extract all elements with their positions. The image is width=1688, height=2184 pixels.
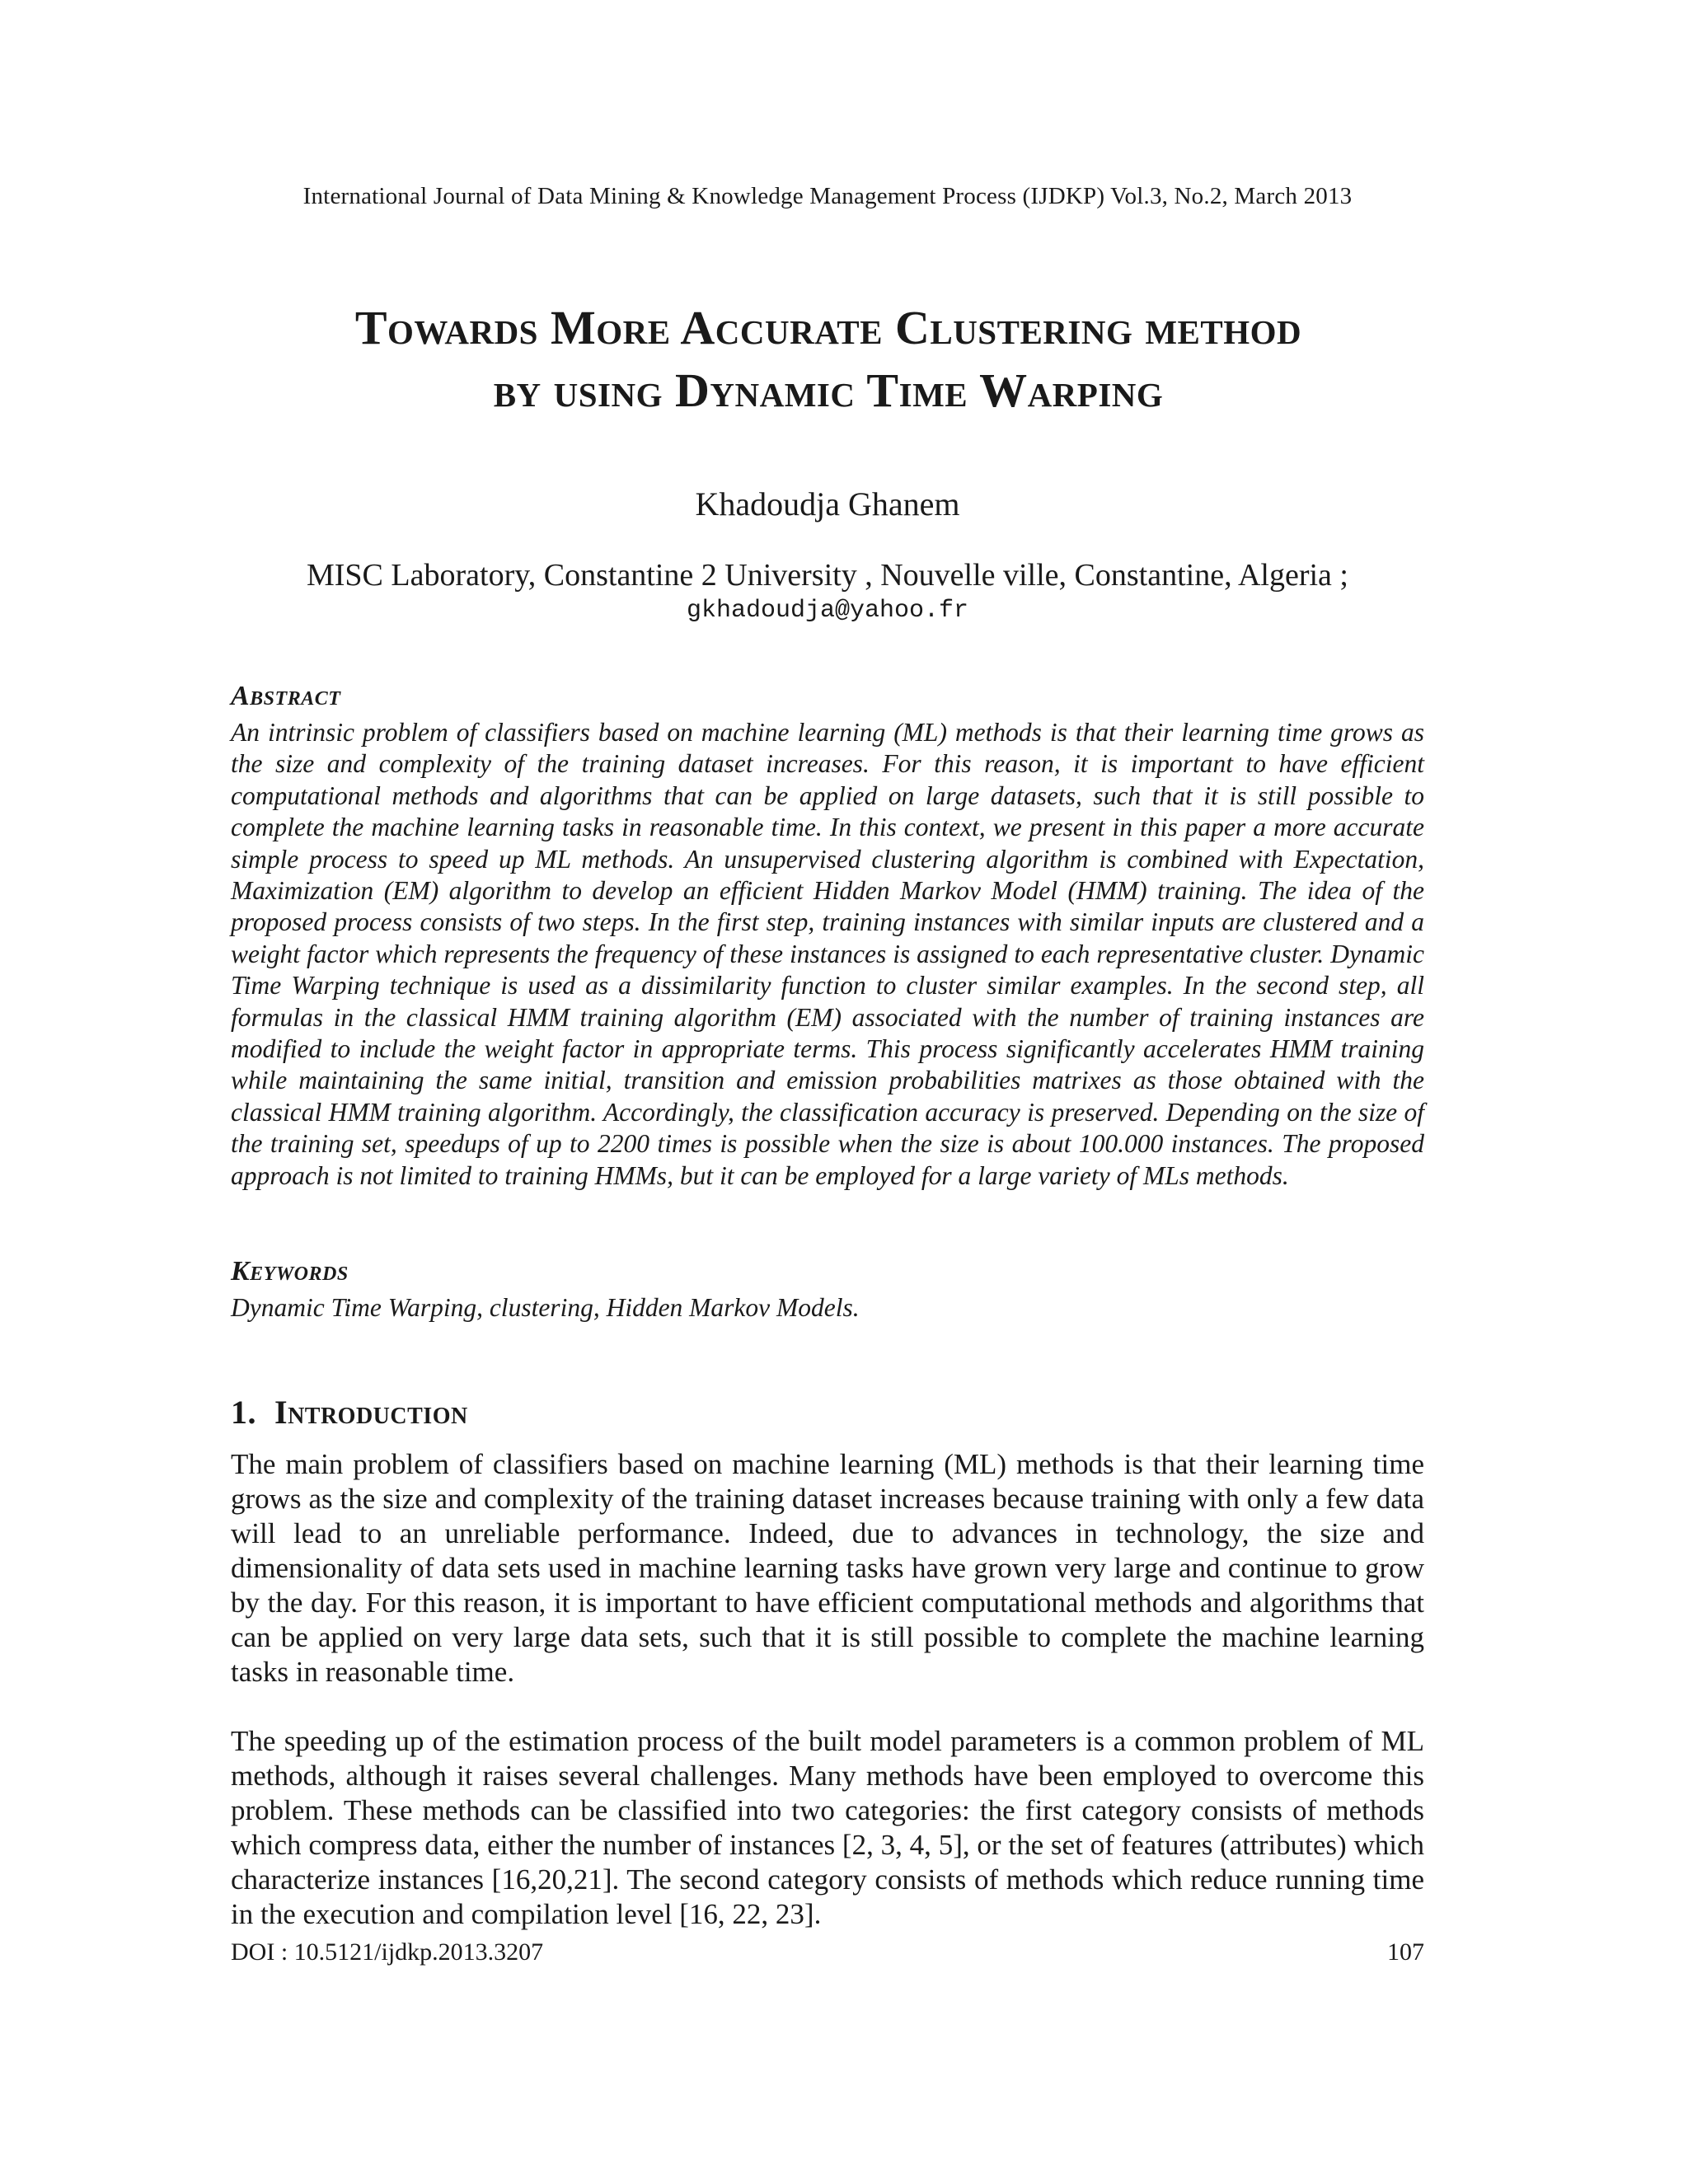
paper-title <box>206 297 1451 422</box>
introduction-paragraph-1: The main problem of classifiers based on machine learning (ML) methods is that their learning time grows as the size and complexity of the training dataset increases because training with only a few data will lead to an unreliable performance. Indeed, due to advances in technology, the size and dimensionality of data sets used in machine learning tasks have grown very large and continue to grow by the day. For this reason, it is important to have efficient computational methods and algorithms that can be applied on very large data sets, such that it is still possible to complete the machine learning tasks in reasonable time. <box>231 1448 1424 1688</box>
keywords-text: Dynamic Time Warping, clustering, Hidden Markov Models. <box>231 1293 860 1322</box>
introduction-heading <box>231 1393 468 1432</box>
footer-doi: DOI : 10.5121/ijdkp.2013.3207 <box>231 1938 544 1966</box>
keywords-heading: Keywords <box>231 1256 349 1286</box>
paper-title-line-1: Towards More Accurate Clustering method <box>354 301 1302 354</box>
author-name: Khadoudja Ghanem <box>695 485 960 523</box>
introduction-paragraph-2: The speeding up of the estimation process of the built model parameters is a common problem of ML methods, although it raises several challenges. Many methods have been employed to overcome this problem. These methods can be classified into two categories: the first category consists of methods which compress data, either the number of instances [2, 3, 4, 5], or the set of features (attributes) which characterize instances [16,20,21]. The second category consists of methods which reduce running time in the execution and compilation level [16, 22, 23]. <box>231 1725 1424 1930</box>
section-number: 1. <box>231 1394 256 1431</box>
footer-page-number: 107 <box>1387 1938 1424 1966</box>
section-title: Introduction <box>274 1394 468 1431</box>
abstract-text: An intrinsic problem of classifiers based on machine learning (ML) methods is that their learning time grows as the size and complexity of the training dataset increases. For this reason, it is important to have efficient computational methods and algorithms that can be applied on large datasets, such that it is still possible to complete the machine learning tasks in reasonable time. In this context, we present in this paper a more accurate simple process to speed up ML methods. An unsupervised clustering algorithm is combined with Expectation, Maximization (EM) algorithm to develop an efficient Hidden Markov Model (HMM) training. The idea of the proposed process consists of two steps. In the first step, training instances with similar inputs are clustered and a weight factor which represents the frequency of these instances is assigned to each representative cluster. Dynamic Time Warping technique is used as a dissimilarity function to cluster similar examples. In the second step, all formulas in the classical HMM training algorithm (EM) associated with the number of training instances are modified to include the weight factor in appropriate terms. This process significantly accelerates HMM training while maintaining the same initial, transition and emission probabilities matrixes as those obtained with the classical HMM training algorithm. Accordingly, the classification accuracy is preserved. Depending on the size of the training set, speedups of up to 2200 times is possible when the size is about 100.000 instances. The proposed approach is not limited to training HMMs, but it can be employed for a large variety of MLs methods. <box>231 718 1424 1190</box>
author-affiliation: MISC Laboratory, Constantine 2 University , Nouvelle ville, Constantine, Algeria ; <box>306 558 1348 593</box>
author-email: gkhadoudja@yahoo.fr <box>686 597 969 625</box>
paper-title-line-2: by using Dynamic Time Warping <box>493 363 1164 417</box>
abstract-heading: Abstract <box>231 681 341 711</box>
journal-header: International Journal of Data Mining & Knowledge Management Process (IJDKP) Vol.3, No.2, March 2013 <box>302 183 1353 209</box>
